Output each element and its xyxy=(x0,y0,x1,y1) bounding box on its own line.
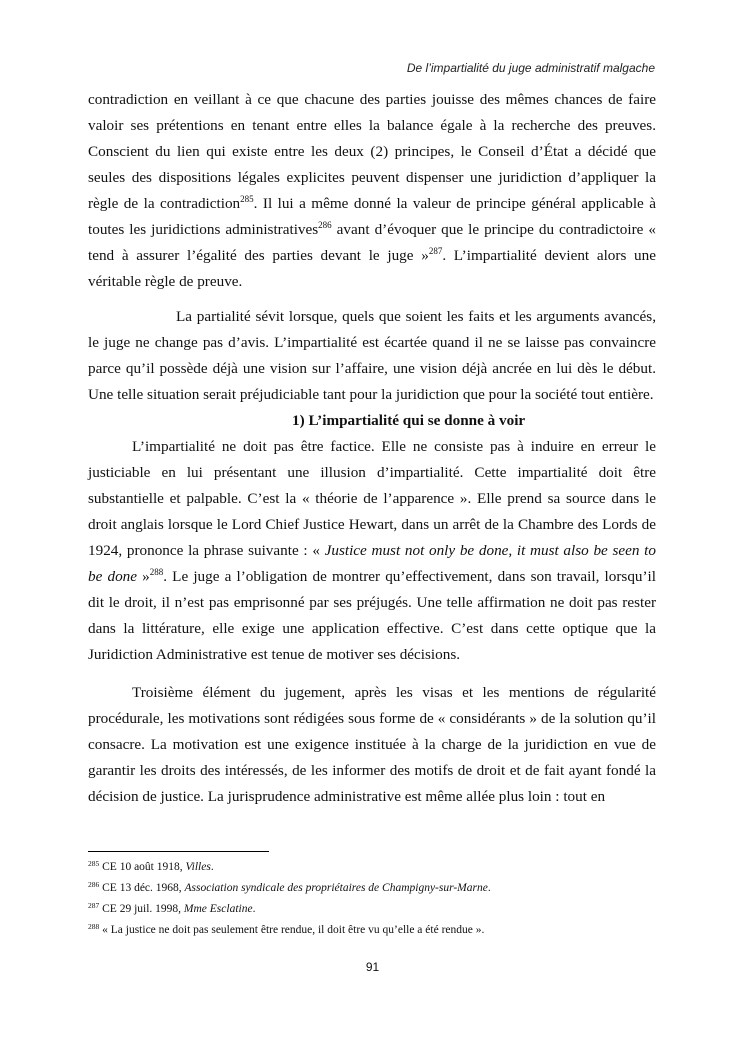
page-number: 91 xyxy=(365,960,380,974)
paragraph-2: La partialité sévit lorsque, quels que soient les faits et les arguments avancés, le juge ne change pas d’avis. L’impartialité est écartée quand il ne se laisse pas convaincre parce qu’il possède déjà une vision sur l’affaire, une vision déjà ancrée en lui dès le début. Une telle situation serait préjudiciable tant pour la juridiction que pour la société tout entière. xyxy=(88,308,656,403)
footnote-ref-286: 286 xyxy=(318,220,332,230)
hewart-quote: Justice must not only be done, it must also be seen to be done xyxy=(88,542,656,585)
footnote-287 xyxy=(88,899,656,920)
paragraph-1 xyxy=(88,87,656,295)
footnote-end: . xyxy=(487,882,491,894)
footnote-italic: Mme Esclatine xyxy=(183,903,253,915)
footnote-number: 288 xyxy=(88,922,100,931)
footnote-285 xyxy=(88,857,656,878)
footnote-ref-288: 288 xyxy=(149,567,164,577)
footnote-text: CE 10 août 1918, xyxy=(99,861,186,873)
footnote-text: CE 29 juil. 1998, xyxy=(99,903,184,915)
footnote-number: 285 xyxy=(88,859,100,868)
paragraph-3 xyxy=(88,434,656,668)
paragraph-3-part-b: » xyxy=(137,568,150,585)
footnote-end: . xyxy=(210,861,214,873)
footnote-286 xyxy=(88,878,656,899)
paragraph-3-part-a: L’impartialité ne doit pas être factice. Elle ne consiste pas à induire en erreur le justiciable en lui présentant une illusion d’impartialité. Cette impartialité doit être substantielle et palpable. C’est la « théorie de l’apparence ». Elle prend sa source dans le droit anglais lorsque le Lord Chief Justice Hewart, dans un arrêt de la Chambre des Lords de 1924, prononce la phrase suivante : « xyxy=(88,438,656,559)
footnote-text: CE 13 déc. 1968, xyxy=(99,882,185,894)
footnote-number: 286 xyxy=(88,880,100,889)
footnote-italic: Villes xyxy=(185,861,211,873)
paragraph-1-part-c: avant d’évoquer que le principe du contradictoire « tend à assurer l’égalité des parties devant le juge » xyxy=(88,221,657,264)
footnote-ref-285: 285 xyxy=(240,194,254,204)
running-header: De l’impartialité du juge administratif malgache xyxy=(406,61,655,75)
paragraph-1-part-a: contradiction en veillant à ce que chacune des parties jouisse des mêmes chances de faire valoir ses prétentions en tenant entre elles la balance égale à la recherche des preuves. Conscient du lien qui existe entre les deux (2) principes, le Conseil d’État a décidé que seules des dispositions légales explicites peuvent dispenser une juridiction d’appliquer la règle de la contradiction xyxy=(88,91,656,212)
paragraph-1-part-b: . Il lui a même donné la valeur de principe général applicable à toutes les juridictions administratives xyxy=(88,195,656,238)
main-text xyxy=(88,87,656,810)
footnote-288 xyxy=(88,920,656,941)
footnote-italic: Association syndicale des propriétaires de Champigny-sur-Marne xyxy=(184,882,488,894)
footnote-ref-287: 287 xyxy=(428,246,443,256)
footnote-separator xyxy=(88,851,269,852)
footnote-text: « La justice ne doit pas seulement être rendue, il doit être vu qu’elle a été rendue ». xyxy=(99,924,485,936)
footnote-end: . xyxy=(252,903,256,915)
paragraph-3-part-c: . Le juge a l’obligation de montrer qu’effectivement, dans son travail, lorsqu’il dit le droit, il n’est pas emprisonné par ses préjugés. Une telle affirmation ne doit pas rester dans la littérature, elle exige une application effective. C’est dans cette optique que la Juridiction Administrative est tenue de motiver ses décisions. xyxy=(88,568,656,663)
paragraph-1-part-d: . L’impartialité devient alors une véritable règle de preuve. xyxy=(88,247,656,290)
footnote-number: 287 xyxy=(88,901,100,910)
paragraph-4: Troisième élément du jugement, après les visas et les mentions de régularité procédurale, les motivations sont rédigées sous forme de « considérants » de la solution qu’il consacre. La motivation est une exigence instituée à la charge de la juridiction en vue de garantir les droits des intéressés, de les informer des motifs de droit et de fait ayant fondé la décision de justice. La jurisprudence administrative est même allée plus loin : tout en xyxy=(88,684,656,805)
footnotes xyxy=(88,857,656,941)
section-heading: 1) L’impartialité qui se donne à voir xyxy=(292,412,526,429)
